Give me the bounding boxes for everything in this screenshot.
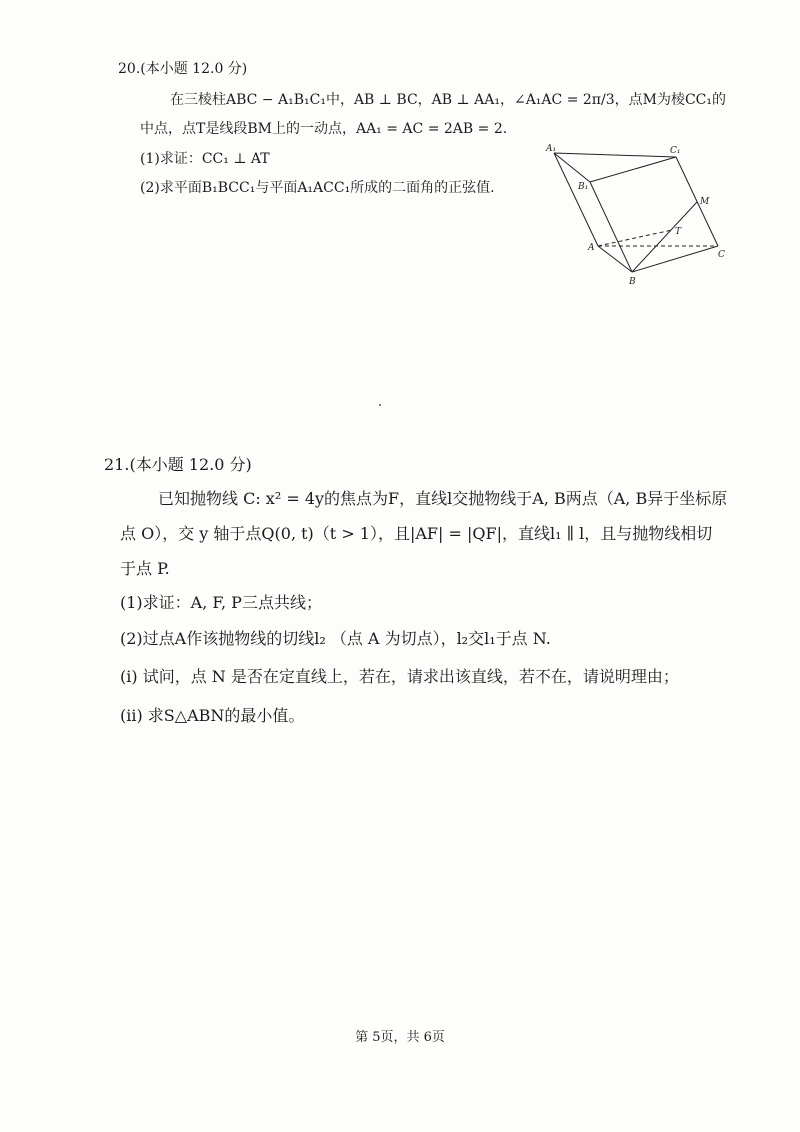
- label-M: M: [700, 197, 710, 207]
- problem-20-question-2: (2)求平面B₁BCC₁与平面A₁ACC₁所成的二面角的正弦值.: [140, 180, 495, 196]
- label-B: B: [629, 277, 636, 287]
- label-B1: B₁: [578, 182, 589, 192]
- problem-20-line-1: 在三棱柱ABC − A₁B₁C₁中，AB ⊥ BC，AB ⊥ AA₁，∠A₁AC = 2π/3，点M为棱CC₁的: [170, 92, 726, 108]
- prism-figure: [540, 142, 740, 292]
- label-A1: A₁: [546, 144, 557, 154]
- problem-21-question-2: (2)过点A作该抛物线的切线l₂ （点 A 为切点），l₂交l₁于点 N.: [120, 629, 551, 648]
- label-A: A: [588, 243, 595, 253]
- problem-21-line-3: 于点 P.: [120, 559, 170, 578]
- problem-21-line-2: 点 O），交 y 轴于点Q(0, t)（t > 1），且|AF| = |QF|，直线l₁ ∥ l，且与抛物线相切: [120, 524, 713, 543]
- label-C: C: [718, 250, 725, 260]
- problem-20-header: 20.(本小题 12.0 分): [118, 61, 248, 77]
- problem-20-question-1: (1)求证：CC₁ ⊥ AT: [140, 151, 270, 167]
- problem-21-header: 21.(本小题 12.0 分): [104, 455, 252, 474]
- problem-21-question-1: (1)求证：A, F, P三点共线；: [120, 593, 322, 612]
- label-T: T: [675, 227, 682, 237]
- problem-21-question-2i: (ⅰ) 试问，点 N 是否在定直线上，若在，请求出该直线，若不在，请说明理由；: [120, 667, 679, 686]
- problem-20-line-2: 中点，点T是线段BM上的一动点，AA₁ = AC = 2AB = 2.: [140, 121, 508, 137]
- page-number: 第 5页，共 6页: [355, 1030, 445, 1045]
- problem-21-question-2ii: (ⅱ) 求S△ABN的最小值。: [120, 706, 305, 725]
- scan-dot: [379, 404, 381, 406]
- problem-21-line-1: 已知抛物线 C: x² = 4y的焦点为F，直线l交抛物线于A, B两点（A, B异于坐标原: [158, 489, 728, 508]
- label-C1: C₁: [670, 146, 681, 156]
